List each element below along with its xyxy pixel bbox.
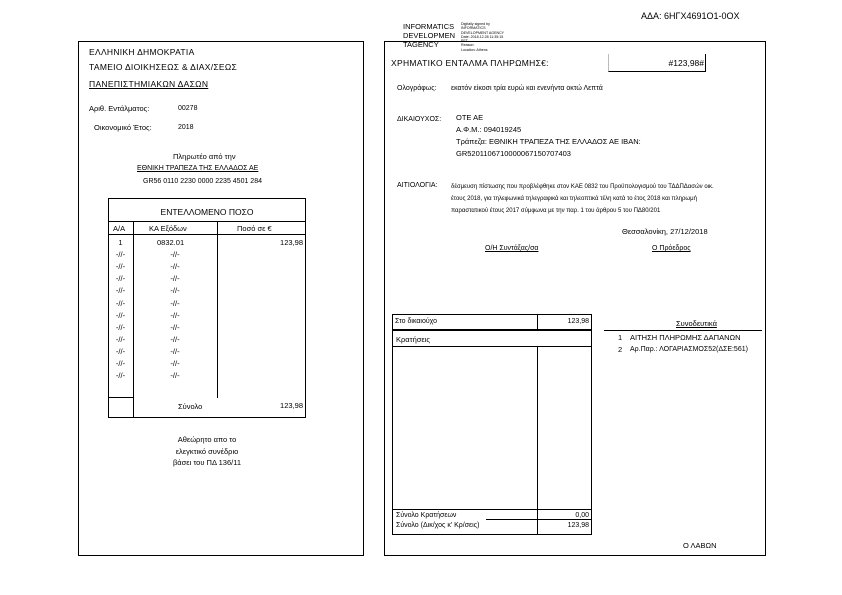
row-ka: -//- — [170, 346, 180, 356]
total-deductions-amount: 0,00 — [575, 512, 589, 519]
treasurer-signature-label: Ο/Η Συντάξας/σα — [485, 245, 539, 252]
stamp-line: INFORMATICS — [403, 22, 455, 31]
bank-iban: GR56 0110 2230 0000 2235 4501 284 — [143, 178, 262, 185]
beneficiary-label: ΔΙΚΑΙΟΥΧΟΣ: — [397, 116, 442, 123]
year: 2018 — [178, 124, 194, 131]
row-aa: -//- — [115, 274, 126, 284]
supporting-item: Αρ.Παρ.: ΛΟΓΑΡΙΑΣΜΟΣ52(ΔΣΕ:561) — [630, 346, 748, 353]
note-line: βάσει του ΠΔ 136/11 — [172, 458, 242, 467]
divider — [133, 397, 306, 398]
deductions-frame — [392, 330, 592, 535]
header-aa: Α/Α — [113, 224, 126, 233]
divider — [217, 221, 218, 398]
note-line: Αθεώρητο απο το — [177, 435, 237, 444]
row-aa: -//- — [115, 359, 126, 368]
reason-line: παραστατικού έτους 2017 σύμφωνα με την παρ. 1 του άρθρου 5 του ΠΔ80/201 — [451, 208, 661, 214]
total-amount: 123,98 — [280, 401, 303, 410]
stamp-detail: Digitally signed by — [461, 22, 490, 26]
row-ka: 0832.01 — [157, 238, 185, 247]
to-beneficiary-amount: 123,98 — [567, 318, 589, 325]
beneficiary-line: Α.Φ.Μ.: 094019245 — [456, 125, 522, 134]
row-ka: -//- — [170, 322, 180, 332]
beneficiary-line: Τράπεζα: ΕΘΝΙΚΗ ΤΡΑΠΕΖΑ ΤΗΣ ΕΛΛΑΔΟΣ ΑΕ IBAN: — [456, 137, 641, 146]
row-aa: -//- — [115, 334, 126, 344]
divider — [537, 314, 538, 330]
stamp-detail: DEVELOPMENT AGENCY — [461, 30, 505, 35]
order-no: 00278 — [178, 105, 198, 112]
reason-block — [451, 181, 714, 217]
receiver-label: Ο ΛΑΒΩΝ — [683, 541, 717, 550]
divider — [108, 234, 306, 235]
row-aa: -//- — [115, 250, 126, 260]
row-ka: -//- — [170, 310, 180, 320]
order-amount: #123,98# — [668, 58, 704, 68]
place-date: Θεσσαλονίκη, 27/12/2018 — [622, 227, 708, 236]
org-line: ΠΑΝΕΠΙΣΤΗΜΙΑΚΩΝ ΔΑΣΩΝ — [89, 79, 209, 89]
audit-note — [108, 434, 306, 469]
supporting-item: ΑΙΤΗΣΗ ΠΛΗΡΩΜΗΣ ΔΑΠΑΝΩΝ — [630, 333, 741, 342]
year-label: Οικονομικό Έτος: — [94, 123, 152, 132]
total-sum-amount: 123,98 — [567, 522, 589, 529]
row-ka: -//- — [170, 250, 180, 260]
row-ka: -//- — [170, 371, 180, 381]
row-aa: -//- — [115, 371, 126, 381]
supporting-item-number: 2 — [618, 345, 623, 354]
divider — [392, 509, 592, 510]
total-label: Σύνολο — [178, 402, 203, 411]
beneficiary-line: ΟΤΕ ΑΕ — [456, 113, 484, 122]
header-amount: Ποσό σε € — [237, 224, 272, 233]
deductions-label: Κρατήσεις — [396, 335, 430, 344]
row-ka: -//- — [170, 359, 180, 368]
bank-name: ΕΘΝΙΚΗ ΤΡΑΠΕΖΑ ΤΗΣ ΕΛΛΑΔΟΣ ΑΕ — [137, 165, 259, 172]
stamp-detail: INFORMATICS — [461, 26, 486, 31]
stamp-detail: Location: Athens — [461, 47, 488, 52]
row-aa: -//- — [115, 322, 126, 332]
reason-label: ΑΙΤΙΟΛΟΓΙΑ: — [397, 182, 438, 189]
row-aa: -//- — [115, 298, 126, 308]
row-aa: -//- — [115, 262, 126, 272]
divider — [604, 330, 762, 331]
beneficiary-line: GR5201106710000067150707403 — [456, 149, 571, 158]
row-aa: -//- — [115, 346, 126, 356]
row-ka: -//- — [170, 262, 180, 272]
row-ka: -//- — [170, 286, 180, 296]
stamp-detail: Reason: — [461, 43, 475, 48]
org-line: ΤΑΜΕΙΟ ΔΙΟΙΚΗΣΕΩΣ & ΔΙΑΧ/ΣΕΩΣ — [89, 62, 238, 72]
total-deductions-label: Σύνολο Κρατήσεων — [396, 512, 457, 519]
row-ka: -//- — [170, 274, 180, 284]
words-label: Ολογράφως: — [397, 85, 437, 92]
amount-table-frame — [108, 198, 306, 418]
reason-line: δέσμευση πίστωσης που προβλέφθηκε στον ΚΑΕ 0832 του Προϋπολογισμού του ΤΔΔΠΔασών οικ. — [451, 184, 714, 190]
divider — [392, 346, 592, 347]
payable-label: Πληρωτέο από την — [173, 152, 236, 161]
stamp-line: DEVELOPMEN — [403, 31, 456, 40]
supporting-item-number: 1 — [618, 333, 623, 342]
row-aa: -//- — [115, 286, 126, 296]
order-no-label: Αριθ. Εντάλματος: — [89, 104, 150, 113]
header-ka: ΚΑ Εξόδων — [149, 224, 187, 233]
reason-line: έτους 2018, για τηλεφωνικά τηλεγραφικά και τηλεοπτικά τέλη κατά το έτος 2018 και πληρωμή — [451, 196, 697, 202]
stamp-detail: Date: 2018.12.28 11:35:15 — [461, 34, 504, 39]
supporting-title: Συνοδευτικά — [676, 319, 717, 328]
ada-code: ΑΔΑ: 6ΗΓΧ4691Ο1-0ΟΧ — [641, 11, 740, 21]
order-title: ΧΡΗΜΑΤΙΚΟ ΕΝΤΑΛΜΑ ΠΛΗΡΩΜΗΣ€: — [391, 58, 549, 68]
row-ka: -//- — [170, 334, 180, 344]
table-title: ΕΝΤΕΛΛΟΜΕΝΟ ΠΟΣΟ — [160, 207, 254, 217]
stamp-detail: EET — [461, 39, 468, 44]
divider — [537, 346, 538, 535]
row-aa: 1 — [118, 238, 123, 247]
beneficiary-block — [456, 112, 641, 160]
stamp-line: TAGENCY — [403, 40, 439, 49]
total-sum-label: Σύνολο (Δικ/χος κ' Κρ/σεις) — [396, 522, 480, 529]
divider — [486, 519, 592, 520]
row-ka: -//- — [170, 298, 180, 308]
divider — [108, 221, 306, 222]
divider — [108, 397, 133, 398]
to-beneficiary-label: Στο δικαιούχο — [395, 318, 438, 325]
row-aa: -//- — [115, 310, 126, 320]
amount-in-words: εκατόν είκοσι τρία ευρώ και ενενήντα οκτώ Λεπτά — [451, 85, 603, 92]
president-signature-label: Ο Πρόεδρος — [652, 245, 691, 252]
note-line: ελεγκτικό συνέδριο — [175, 446, 239, 456]
org-line: ΕΛΛΗΝΙΚΗ ΔΗΜΟΚΡΑΤΙΑ — [89, 47, 195, 57]
row-amount: 123,98 — [280, 238, 303, 247]
divider — [133, 221, 134, 418]
